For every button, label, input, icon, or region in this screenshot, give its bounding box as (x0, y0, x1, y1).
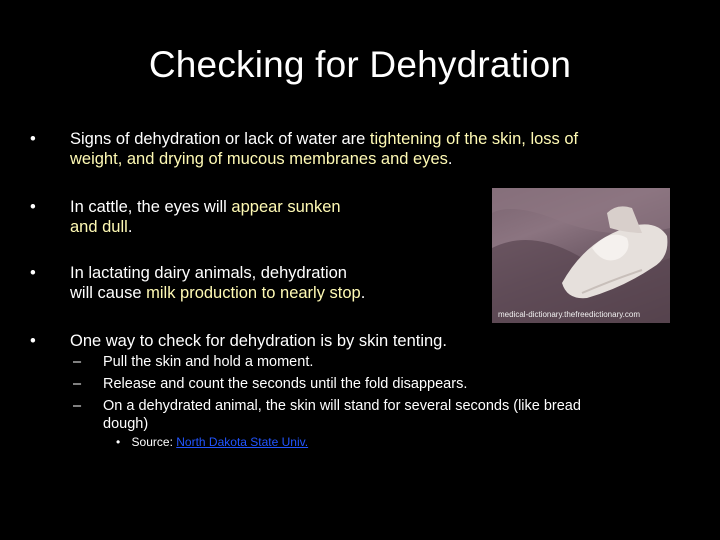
sub-bullet-text: On a dehydrated animal, the skin will stand for several seconds (like bread (103, 398, 581, 414)
sub-bullet-text: dough) (103, 415, 149, 432)
bullet-text: . (127, 217, 133, 236)
bullet-text: In lactating dairy animals, dehydration (70, 264, 347, 282)
bullet-dot: • (30, 264, 36, 282)
source-line (116, 435, 308, 449)
photo-credit: medical-dictionary.thefreedictionary.com (498, 310, 640, 319)
highlight-text: and dull (70, 217, 128, 236)
sub-bullet-dash: – (73, 354, 82, 370)
bullet-dot: • (30, 198, 36, 216)
highlight-text: appear sunken (231, 198, 341, 216)
slide-title: Checking for Dehydration (148, 44, 572, 85)
source-label: Source: (131, 435, 177, 449)
bullet-dot: • (30, 130, 36, 148)
bullet-dot: • (116, 435, 121, 449)
photo-illustration (492, 188, 670, 323)
bullet-text: . (447, 149, 453, 168)
bullet-text: One way to check for dehydration is by skin tenting. (70, 332, 447, 350)
source-link[interactable]: North Dakota State Univ. (176, 435, 309, 449)
bullet-text: will cause (70, 283, 147, 302)
sub-bullet-dash: – (73, 398, 82, 414)
highlight-text: tightening of the skin, loss of (369, 130, 579, 148)
highlight-text: milk production to nearly stop (146, 283, 361, 302)
bullet-text: . (360, 283, 366, 302)
sub-bullet-text: Release and count the seconds until the fold disappears. (103, 376, 468, 392)
bullet-text: Signs of dehydration or lack of water are (70, 130, 370, 148)
sub-bullet-text: Pull the skin and hold a moment. (103, 354, 314, 370)
sub-bullet-dash: – (73, 376, 82, 392)
highlight-text: weight, and drying of mucous membranes and eyes (70, 149, 448, 168)
skin-tenting-photo (492, 188, 670, 323)
bullet-dot: • (30, 332, 36, 350)
bullet-text: In cattle, the eyes will (70, 198, 232, 216)
